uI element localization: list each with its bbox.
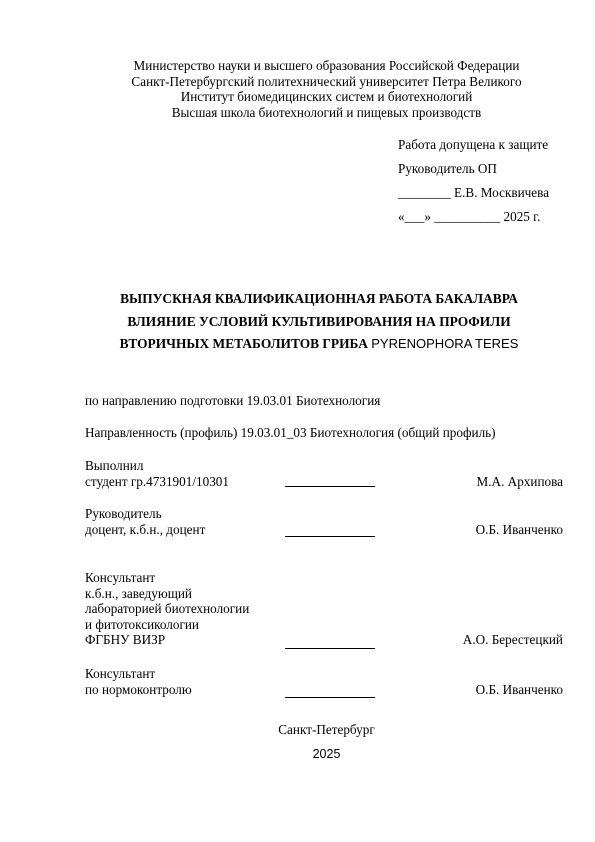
title-line-3-text: ВТОРИЧНЫХ МЕТАБОЛИТОВ ГРИБА [119, 336, 368, 351]
role-line: по нормоконтролю [85, 681, 192, 697]
approval-status: Работа допущена к защите [398, 137, 549, 152]
signer-name: О.Б. Иванченко [475, 521, 563, 537]
role-line: ФГБНУ ВИЗР [85, 632, 166, 647]
signer-name: М.А. Архипова [476, 473, 563, 489]
direction-line: по направлению подготовки 19.03.01 Биотехнология [85, 393, 381, 408]
role-line: студент гр.4731901/10301 [85, 473, 229, 489]
signature-line [285, 648, 375, 649]
thesis-title [0, 288, 595, 356]
signature-consultant [85, 570, 563, 648]
title-line-2: ВЛИЯНИЕ УСЛОВИЙ КУЛЬТИВИРОВАНИЯ НА ПРОФИЛИ [127, 313, 511, 329]
signature-supervisor [85, 506, 563, 537]
role-line: Консультант [85, 570, 156, 585]
signer-name: А.О. Берестецкий [462, 632, 563, 647]
city: Санкт-Петербург [278, 722, 375, 737]
role-line: Руководитель [85, 506, 162, 521]
title-line-3 [0, 333, 595, 356]
university-header [0, 58, 595, 120]
species-name: PYRENOPHORA TERES [371, 336, 519, 351]
approval-date: «___» __________ 2025 г. [398, 209, 541, 224]
profile-line: Направленность (профиль) 19.03.01_03 Биотехнология (общий профиль) [85, 425, 496, 440]
approval-role: Руководитель ОП [398, 161, 497, 176]
school-line: Высшая школа биотехнологий и пищевых производств [171, 104, 482, 120]
role-line: Выполнил [85, 458, 144, 473]
role-line: Консультант [85, 666, 156, 681]
role-line: доцент, к.б.н., доцент [85, 521, 206, 537]
signature-norm-control [85, 666, 563, 697]
role-line: лабораторией биотехнологии [85, 601, 250, 616]
signature-line [285, 486, 375, 487]
signature-line [285, 697, 375, 698]
university-line: Санкт-Петербургский политехнический университет Петра Великого [131, 73, 522, 89]
approval-block [398, 137, 549, 233]
signature-student [85, 458, 563, 489]
title-line-1: ВЫПУСКНАЯ КВАЛИФИКАЦИОННАЯ РАБОТА БАКАЛАВРА [120, 291, 518, 306]
year: 2025 [312, 747, 341, 761]
signature-line [285, 536, 375, 537]
signer-name: О.Б. Иванченко [475, 681, 563, 697]
role-line: к.б.н., заведующий [85, 585, 192, 601]
ministry-line: Министерство науки и высшего образования Российской Федерации [133, 58, 520, 73]
role-line: и фитотоксикологии [85, 616, 199, 632]
institute-line: Институт биомедицинских систем и биотехнологий [180, 89, 473, 104]
approval-signature: ________ Е.В. Москвичева [398, 185, 550, 200]
